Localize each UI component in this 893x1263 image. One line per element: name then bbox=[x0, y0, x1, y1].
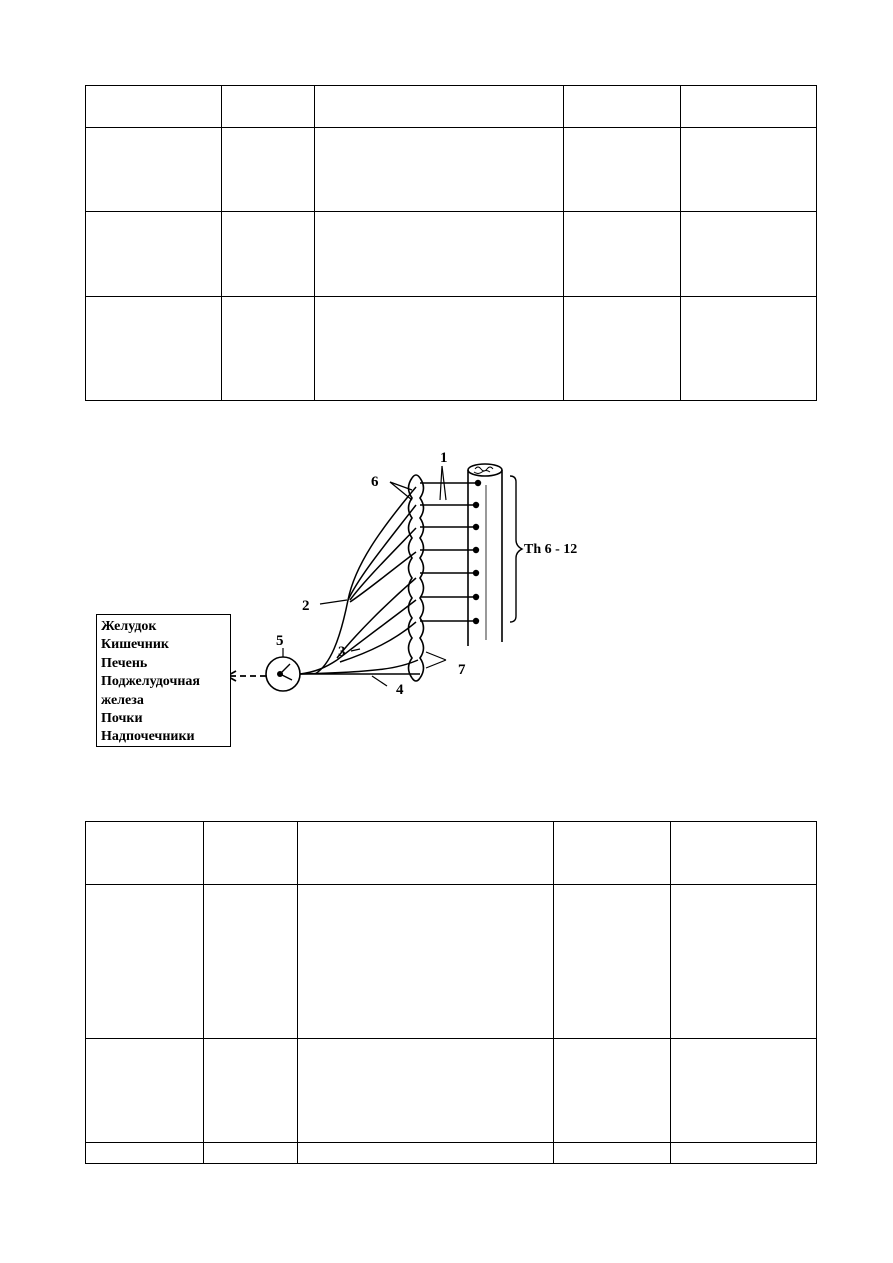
organ-liver: Печень bbox=[101, 655, 148, 671]
table-cell bbox=[681, 212, 817, 297]
table-cell bbox=[298, 1143, 554, 1164]
organ-pancreas-2: железа bbox=[101, 692, 144, 708]
table-cell bbox=[564, 297, 681, 401]
label-6: 6 bbox=[371, 474, 379, 490]
table-cell bbox=[564, 212, 681, 297]
table-cell bbox=[554, 822, 671, 885]
spinal-cord bbox=[468, 464, 502, 646]
segment-brace bbox=[510, 476, 522, 622]
table-cell bbox=[564, 86, 681, 128]
table-row bbox=[86, 822, 817, 885]
postganglionic-arrow bbox=[227, 671, 266, 681]
table-cell bbox=[671, 885, 817, 1039]
organ-pancreas-1: Поджелудочная bbox=[101, 674, 200, 690]
target-organs-box bbox=[96, 614, 231, 747]
table-cell bbox=[671, 822, 817, 885]
table-row bbox=[86, 1143, 817, 1164]
splanchnic-nerves bbox=[300, 487, 420, 674]
table-cell bbox=[554, 1143, 671, 1164]
table-cell bbox=[671, 1039, 817, 1143]
table-cell bbox=[222, 128, 315, 212]
preganglionic-fibers bbox=[420, 483, 478, 621]
table-cell bbox=[315, 212, 564, 297]
table-row bbox=[86, 297, 817, 401]
organ-stomach: Желудок bbox=[101, 619, 157, 634]
table-cell bbox=[204, 1143, 298, 1164]
table-cell bbox=[298, 822, 554, 885]
table-cell bbox=[315, 128, 564, 212]
table-cell bbox=[681, 86, 817, 128]
neuron-dots bbox=[473, 480, 481, 624]
table-cell bbox=[86, 1143, 204, 1164]
table-cell bbox=[315, 86, 564, 128]
organ-adrenals: Надпочечники bbox=[101, 729, 195, 745]
label-5: 5 bbox=[276, 633, 284, 649]
table-cell bbox=[204, 885, 298, 1039]
label-1: 1 bbox=[440, 450, 448, 466]
table-cell bbox=[86, 1039, 204, 1143]
table-cell bbox=[554, 885, 671, 1039]
table-cell bbox=[222, 297, 315, 401]
table-cell bbox=[222, 212, 315, 297]
table-cell bbox=[86, 885, 204, 1039]
table-row bbox=[86, 1039, 817, 1143]
table-cell bbox=[564, 128, 681, 212]
table-row bbox=[86, 86, 817, 128]
label-3: 3 bbox=[338, 644, 346, 660]
table-row bbox=[86, 885, 817, 1039]
table-cell bbox=[671, 1143, 817, 1164]
table-row bbox=[86, 128, 817, 212]
table-cell bbox=[554, 1039, 671, 1143]
table-cell bbox=[86, 128, 222, 212]
table-cell bbox=[315, 297, 564, 401]
organ-intestine: Кишечник bbox=[101, 637, 169, 653]
label-2: 2 bbox=[302, 598, 310, 614]
top-empty-table bbox=[85, 85, 817, 401]
table-cell bbox=[681, 128, 817, 212]
prevertebral-ganglion bbox=[266, 657, 300, 691]
table-cell bbox=[86, 822, 204, 885]
diagram-labels bbox=[276, 450, 577, 698]
table-row bbox=[86, 212, 817, 297]
bottom-empty-table bbox=[85, 821, 817, 1164]
table-cell bbox=[681, 297, 817, 401]
organ-kidneys: Почки bbox=[101, 711, 143, 727]
label-4: 4 bbox=[396, 682, 404, 698]
table-cell bbox=[204, 822, 298, 885]
table-cell bbox=[86, 86, 222, 128]
table-cell bbox=[204, 1039, 298, 1143]
table-cell bbox=[222, 86, 315, 128]
table-cell bbox=[86, 212, 222, 297]
table-cell bbox=[298, 1039, 554, 1143]
table-cell bbox=[86, 297, 222, 401]
label-7: 7 bbox=[458, 662, 466, 678]
label-segment-range: Th 6 - 12 bbox=[524, 542, 578, 557]
table-cell bbox=[298, 885, 554, 1039]
